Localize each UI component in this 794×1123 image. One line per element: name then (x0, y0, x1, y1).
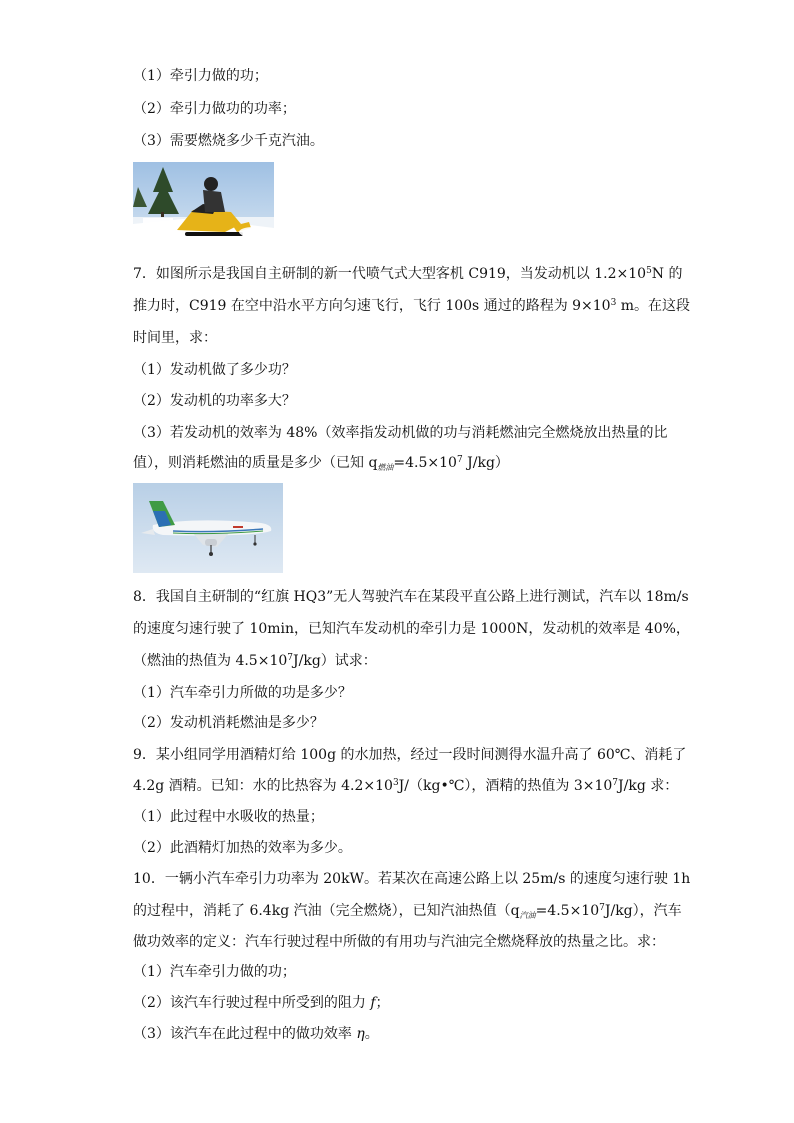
q9-sub2: （2）此酒精灯加热的效率为多少。 (133, 840, 352, 856)
q7-sub2: （2）发动机的功率多大？ (133, 393, 296, 409)
snowmobile-photo (133, 162, 274, 249)
q7-sub1: （1）发动机做了多少功？ (133, 362, 296, 378)
q7-stem-line2: 推力时，C919 在空中沿水平方向匀速飞行，飞行 100s 通过的路程为 $9\times 10^3$ m。在这段 (133, 298, 691, 314)
q10-stem-line2: 的过程中，消耗了 6.4kg 汽油（完全燃烧），已知汽油热值$(q_{汽油}=4.5\times 10^7J/kg)$，汽车 (133, 903, 682, 920)
q6-sub2: （2）牵引力做功的功率； (133, 101, 296, 117)
q7-stem-line3: 时间里，求： (133, 330, 217, 346)
q9-stem-line1: 9．某小组同学用酒精灯给 100g 的水加热，经过一段时间测得水温升高了 60℃、消耗了 (133, 747, 687, 763)
q10-stem-line1: 10．一辆小汽车牵引力功率为 20kW。若某次在高速公路上以 25m/s 的速度匀速行驶 1h (133, 871, 691, 887)
q7-sub3-line2: 值），则消耗燃油的质量是多少（已知 $q_{燃油}=4.5\times 10^7$ J/kg） (133, 455, 509, 472)
q9-stem-line2: 4.2g 酒精。已知：水的比热容为 $4.2\times 10^3J/(kg•℃)$，酒精的热值为 $3\times 10^7J/kg$ 求： (133, 778, 679, 794)
q10-stem-line3: 做功效率的定义：汽车行驶过程中所做的有用功与汽油完全燃烧释放的热量之比。求： (133, 934, 665, 950)
q6-sub3: （3）需要燃烧多少千克汽油。 (133, 133, 324, 149)
q6-sub1: （1）牵引力做的功； (133, 68, 268, 84)
q7-sub3-line1: （3）若发动机的效率为 48%（效率指发动机做的功与消耗燃油完全燃烧放出热量的比 (133, 425, 668, 441)
q8-sub2: （2）发动机消耗燃油是多少？ (133, 715, 324, 731)
q8-stem-line3: （燃油的热值为 $4.5\times 10^7J/kg$）试求： (133, 653, 377, 669)
airliner-photo (133, 483, 283, 573)
q7-stem-line1: 7．如图所示是我国自主研制的新一代喷气式大型客机 C919，当发动机以 $1.2\times 10^5N$ 的 (133, 266, 683, 282)
q9-sub1: （1）此过程中水吸收的热量； (133, 809, 324, 825)
q10-sub2: （2）该汽车行驶过程中所受到的阻力 f； (133, 995, 390, 1011)
q8-stem-line1: 8．我国自主研制的“红旗 HQ3”无人驾驶汽车在某段平直公路上进行测试，汽车以 18m/s (133, 589, 689, 605)
q8-stem-line2: 的速度匀速行驶了 10min，已知汽车发动机的牵引力是 1000N，发动机的效率是 40%， (133, 621, 690, 637)
q8-sub1: （1）汽车牵引力所做的功是多少？ (133, 685, 352, 701)
q10-sub3: （3）该汽车在此过程中的做功效率 η。 (133, 1026, 379, 1042)
q10-sub1: （1）汽车牵引力做的功； (133, 964, 296, 980)
